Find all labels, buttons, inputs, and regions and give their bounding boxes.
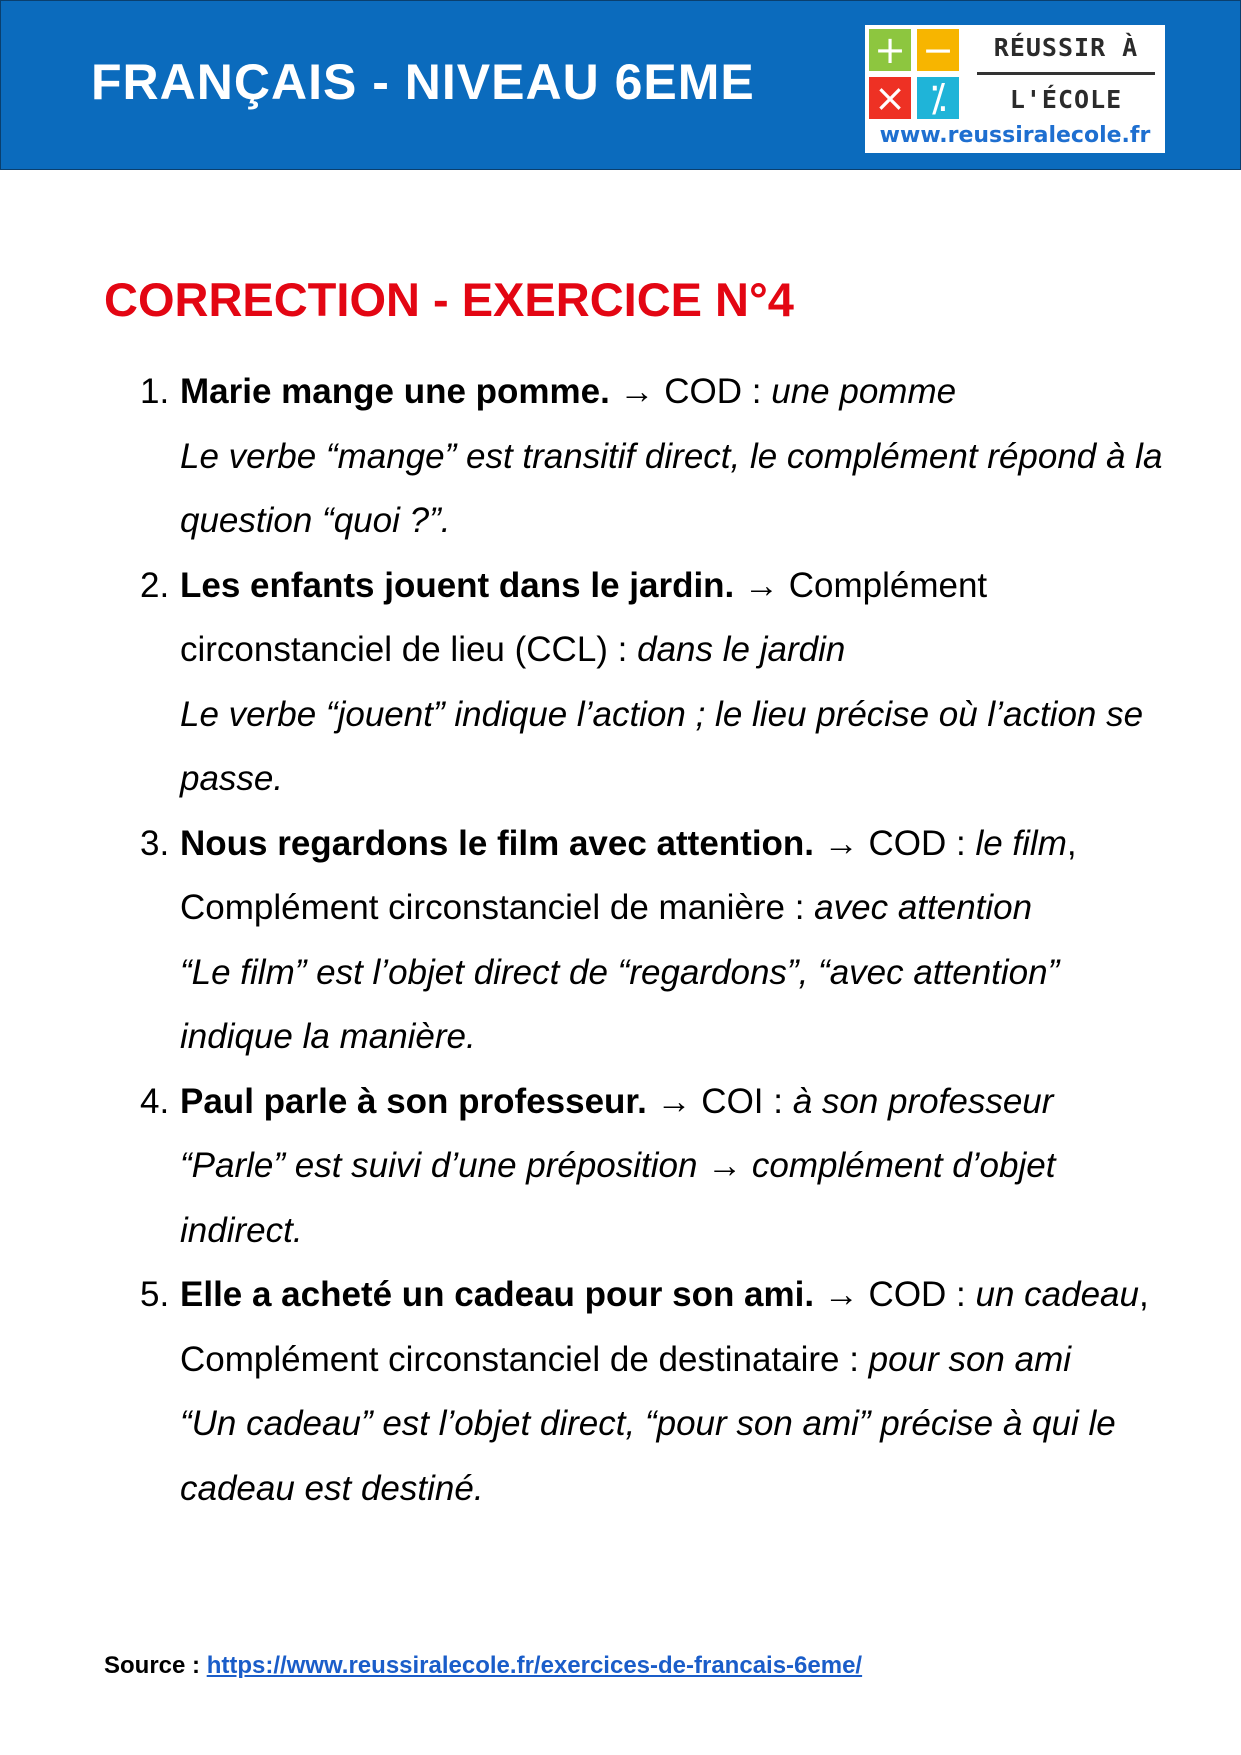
plus-icon: + (869, 29, 911, 71)
page-title: CORRECTION - EXERCICE N°4 (104, 273, 794, 326)
answer-segment: avec attention (814, 888, 1033, 927)
logo-word-reussir: RÉUSSIR À (993, 33, 1139, 62)
correction-item (0, 360, 1170, 554)
correction-item (0, 554, 1170, 812)
source-label: Source : (104, 1652, 207, 1679)
explanation-text: Le verbe “mange” est transitif direct, le complément répond à la question “quoi ?”. (180, 436, 1163, 540)
exercise-sentence: Nous regardons le film avec attention. (180, 823, 815, 863)
page-banner-title: FRANÇAIS - NIVEAU 6EME (91, 54, 755, 110)
answer-segment: → COD : (814, 1275, 976, 1314)
item-number: 3. (140, 823, 170, 863)
answer-segment: une pomme (771, 372, 957, 411)
answer-segment: → COD : (609, 372, 772, 411)
answer-segment: le film (975, 823, 1067, 863)
answer-segment: → COD : (814, 823, 976, 863)
corrections-list (0, 360, 1241, 1521)
site-logo[interactable] (865, 25, 1165, 153)
correction-item (0, 1263, 1170, 1521)
explanation-text: “Un cadeau” est l’objet direct, “pour son ami” précise à qui le cadeau est destiné. (180, 1404, 1116, 1508)
answer-segment: un cadeau (975, 1275, 1139, 1314)
percent-icon: ⁒ (917, 77, 959, 119)
source-link[interactable]: https://www.reussiralecole.fr/exercices-de-francais-6eme/ (206, 1652, 863, 1679)
logo-url[interactable]: www.reussiralecole.fr (879, 123, 1151, 148)
exercise-sentence: Paul parle à son professeur. (180, 1081, 647, 1121)
logo-word-ecole: L'ÉCOLE (1009, 85, 1123, 114)
source-footer (104, 1652, 862, 1680)
header-banner (0, 0, 1241, 170)
exercise-sentence: Les enfants jouent dans le jardin. (180, 565, 735, 605)
minus-icon: − (917, 29, 959, 71)
answer-segment: → COI : (646, 1081, 793, 1121)
times-icon: × (869, 77, 911, 119)
item-number: 4. (140, 1081, 170, 1121)
explanation-text: Le verbe “jouent” indique l’action ; le lieu précise où l’action se passe. (180, 694, 1144, 798)
answer-segment: à son professeur (792, 1081, 1054, 1121)
correction-item (0, 812, 1170, 1070)
answer-segment: → Complément circonstanciel de lieu (CCL) : (180, 565, 988, 669)
explanation-text: “Parle” est suivi d’une préposition → complément d’objet indirect. (180, 1146, 1056, 1250)
answer-segment: pour son ami (868, 1339, 1071, 1379)
item-number: 2. (140, 565, 170, 605)
answer-segment: dans le jardin (637, 630, 846, 669)
logo-divider (977, 72, 1155, 75)
item-number: 5. (140, 1275, 170, 1314)
answer-segment: , Complément circonstanciel de destinataire : (180, 1275, 1149, 1379)
correction-item (0, 1070, 1170, 1264)
item-number: 1. (140, 372, 170, 411)
answer-segment: , Complément circonstanciel de manière : (180, 823, 1077, 927)
explanation-text: “Le film” est l’objet direct de “regardons”, “avec attention” indique la manière. (180, 952, 1060, 1056)
exercise-sentence: Marie mange une pomme. (180, 372, 610, 411)
exercise-sentence: Elle a acheté un cadeau pour son ami. (180, 1275, 815, 1314)
